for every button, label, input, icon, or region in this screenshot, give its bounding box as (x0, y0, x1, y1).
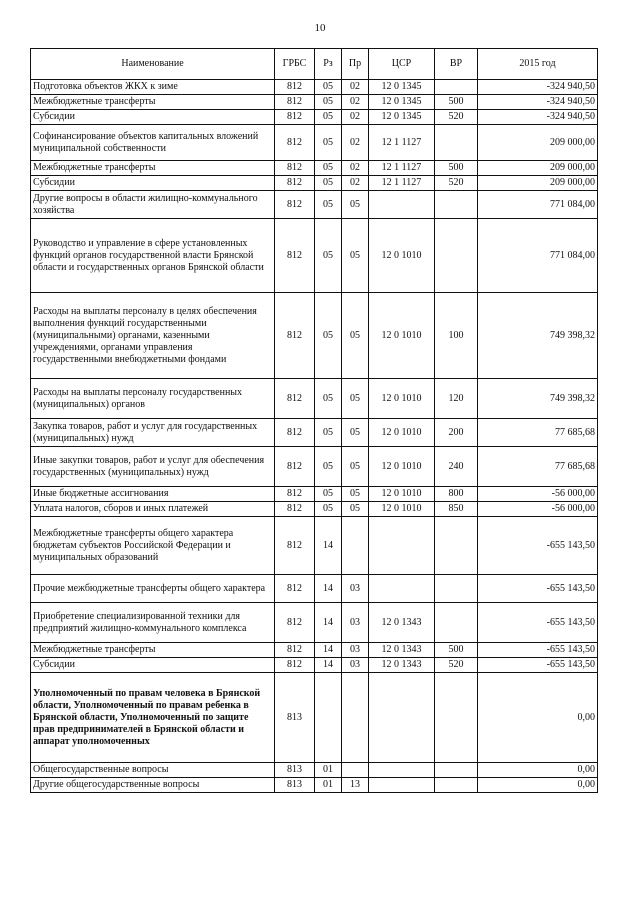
cell-pr: 05 (342, 219, 369, 293)
cell-grbs: 812 (275, 575, 315, 603)
cell-rz: 05 (315, 161, 342, 176)
cell-grbs: 812 (275, 643, 315, 658)
cell-vr (435, 603, 478, 643)
cell-pr: 02 (342, 125, 369, 161)
cell-csr (369, 191, 435, 219)
table-row (31, 293, 598, 379)
cell-rz: 05 (315, 125, 342, 161)
cell-vr (435, 191, 478, 219)
cell-csr: 12 0 1010 (369, 502, 435, 517)
cell-name: Межбюджетные трансферты (31, 643, 275, 658)
cell-rz: 05 (315, 219, 342, 293)
cell-name: Подготовка объектов ЖКХ к зиме (31, 80, 275, 95)
cell-amount: -56 000,00 (478, 487, 598, 502)
cell-name: Уполномоченный по правам человека в Брянской области, Уполномоченный по правам ребенка в Брянской области, Уполномоченный по защите прав предпринимателей в Брянской области и аппарат уполномоченных (31, 673, 275, 763)
cell-name: Субсидии (31, 176, 275, 191)
cell-vr (435, 517, 478, 575)
table-row (31, 110, 598, 125)
cell-csr: 12 0 1345 (369, 110, 435, 125)
cell-name: Руководство и управление в сфере установленных функций органов государственной власти Брянской области и государственных органов Брянской области (31, 219, 275, 293)
cell-amount: -655 143,50 (478, 575, 598, 603)
cell-name: Межбюджетные трансферты (31, 161, 275, 176)
cell-grbs: 812 (275, 176, 315, 191)
cell-name: Другие общегосударственные вопросы (31, 778, 275, 793)
cell-rz: 05 (315, 110, 342, 125)
cell-csr: 12 0 1343 (369, 603, 435, 643)
cell-csr: 12 0 1010 (369, 419, 435, 447)
cell-amount: -655 143,50 (478, 643, 598, 658)
cell-name: Уплата налогов, сборов и иных платежей (31, 502, 275, 517)
cell-grbs: 812 (275, 161, 315, 176)
cell-name: Субсидии (31, 658, 275, 673)
cell-rz: 05 (315, 293, 342, 379)
table-row (31, 778, 598, 793)
cell-name: Другие вопросы в области жилищно-коммунального хозяйства (31, 191, 275, 219)
cell-rz: 05 (315, 447, 342, 487)
table-row (31, 379, 598, 419)
cell-amount: 0,00 (478, 778, 598, 793)
table-row (31, 487, 598, 502)
cell-vr: 500 (435, 161, 478, 176)
cell-vr (435, 763, 478, 778)
table-row (31, 575, 598, 603)
cell-name: Иные закупки товаров, работ и услуг для обеспечения государственных (муниципальных) нужд (31, 447, 275, 487)
table-row (31, 161, 598, 176)
cell-pr: 03 (342, 658, 369, 673)
cell-rz: 14 (315, 658, 342, 673)
cell-grbs: 812 (275, 191, 315, 219)
cell-pr: 05 (342, 419, 369, 447)
cell-amount: -324 940,50 (478, 110, 598, 125)
cell-grbs: 812 (275, 502, 315, 517)
cell-name: Закупка товаров, работ и услуг для государственных (муниципальных) нужд (31, 419, 275, 447)
cell-pr: 05 (342, 379, 369, 419)
cell-grbs: 813 (275, 673, 315, 763)
table-row (31, 502, 598, 517)
cell-rz: 14 (315, 517, 342, 575)
cell-csr: 12 0 1343 (369, 643, 435, 658)
cell-grbs: 813 (275, 778, 315, 793)
cell-amount: -655 143,50 (478, 603, 598, 643)
cell-csr (369, 517, 435, 575)
cell-csr: 12 0 1010 (369, 447, 435, 487)
table-header-row (31, 49, 598, 80)
cell-pr: 02 (342, 176, 369, 191)
cell-rz: 14 (315, 603, 342, 643)
cell-vr: 100 (435, 293, 478, 379)
cell-grbs: 812 (275, 603, 315, 643)
cell-vr (435, 673, 478, 763)
cell-grbs: 812 (275, 110, 315, 125)
cell-name: Прочие межбюджетные трансферты общего характера (31, 575, 275, 603)
table-row (31, 95, 598, 110)
header-grbs: ГРБС (275, 49, 315, 80)
cell-rz: 01 (315, 763, 342, 778)
cell-vr: 850 (435, 502, 478, 517)
cell-grbs: 812 (275, 447, 315, 487)
cell-csr: 12 0 1345 (369, 80, 435, 95)
cell-csr: 12 0 1010 (369, 487, 435, 502)
cell-name: Иные бюджетные ассигнования (31, 487, 275, 502)
header-name: Наименование (31, 49, 275, 80)
cell-amount: 749 398,32 (478, 293, 598, 379)
cell-csr: 12 0 1010 (369, 379, 435, 419)
cell-amount: -56 000,00 (478, 502, 598, 517)
cell-csr (369, 763, 435, 778)
cell-grbs: 812 (275, 487, 315, 502)
table-row (31, 176, 598, 191)
cell-rz: 14 (315, 575, 342, 603)
cell-vr: 520 (435, 658, 478, 673)
cell-pr: 02 (342, 110, 369, 125)
cell-grbs: 812 (275, 379, 315, 419)
cell-vr: 120 (435, 379, 478, 419)
cell-vr: 200 (435, 419, 478, 447)
table-row (31, 517, 598, 575)
cell-amount: -655 143,50 (478, 517, 598, 575)
cell-name: Межбюджетные трансферты общего характера бюджетам субъектов Российской Федерации и муниципальных образований (31, 517, 275, 575)
cell-grbs: 812 (275, 219, 315, 293)
table-row (31, 80, 598, 95)
cell-amount: 209 000,00 (478, 176, 598, 191)
table-row (31, 658, 598, 673)
cell-csr: 12 0 1345 (369, 95, 435, 110)
cell-pr: 05 (342, 447, 369, 487)
cell-pr: 03 (342, 575, 369, 603)
page-number: 10 (314, 22, 326, 34)
cell-amount: -324 940,50 (478, 80, 598, 95)
cell-rz: 05 (315, 95, 342, 110)
cell-vr: 500 (435, 643, 478, 658)
cell-vr: 520 (435, 176, 478, 191)
cell-rz: 05 (315, 176, 342, 191)
cell-grbs: 812 (275, 419, 315, 447)
cell-grbs: 812 (275, 80, 315, 95)
table-row (31, 191, 598, 219)
cell-vr (435, 125, 478, 161)
cell-amount: 0,00 (478, 763, 598, 778)
table-row (31, 219, 598, 293)
cell-csr: 12 0 1343 (369, 658, 435, 673)
cell-name: Расходы на выплаты персоналу государственных (муниципальных) органов (31, 379, 275, 419)
cell-pr: 02 (342, 161, 369, 176)
cell-grbs: 812 (275, 517, 315, 575)
cell-vr: 520 (435, 110, 478, 125)
table-row (31, 673, 598, 763)
cell-pr (342, 517, 369, 575)
cell-csr (369, 575, 435, 603)
cell-amount: 209 000,00 (478, 125, 598, 161)
cell-csr: 12 1 1127 (369, 125, 435, 161)
table-row (31, 447, 598, 487)
cell-amount: -324 940,50 (478, 95, 598, 110)
cell-vr: 800 (435, 487, 478, 502)
cell-pr: 13 (342, 778, 369, 793)
table-row (31, 763, 598, 778)
table-row (31, 419, 598, 447)
header-year: 2015 год (478, 49, 598, 80)
cell-amount: -655 143,50 (478, 658, 598, 673)
header-vr: ВР (435, 49, 478, 80)
cell-name: Софинансирование объектов капитальных вложений муниципальной собственности (31, 125, 275, 161)
cell-name: Приобретение специализированной техники для предприятий жилищно-коммунального комплекса (31, 603, 275, 643)
cell-vr (435, 80, 478, 95)
cell-csr: 12 1 1127 (369, 176, 435, 191)
cell-csr (369, 673, 435, 763)
cell-rz: 05 (315, 502, 342, 517)
table-row (31, 125, 598, 161)
cell-grbs: 812 (275, 293, 315, 379)
cell-name: Субсидии (31, 110, 275, 125)
cell-pr: 05 (342, 191, 369, 219)
header-rz: Рз (315, 49, 342, 80)
cell-rz: 05 (315, 80, 342, 95)
cell-csr: 12 0 1010 (369, 219, 435, 293)
cell-csr: 12 0 1010 (369, 293, 435, 379)
header-csr: ЦСР (369, 49, 435, 80)
cell-csr (369, 778, 435, 793)
cell-amount: 771 084,00 (478, 219, 598, 293)
cell-amount: 749 398,32 (478, 379, 598, 419)
cell-name: Расходы на выплаты персоналу в целях обеспечения выполнения функций государственными (муниципальными) органами, казенными учреждениями, органами управления государственными внебюджетными фондами (31, 293, 275, 379)
cell-vr: 240 (435, 447, 478, 487)
cell-amount: 771 084,00 (478, 191, 598, 219)
cell-pr (342, 673, 369, 763)
cell-pr: 03 (342, 603, 369, 643)
cell-name: Межбюджетные трансферты (31, 95, 275, 110)
table-row (31, 643, 598, 658)
cell-pr (342, 763, 369, 778)
table-row (31, 603, 598, 643)
cell-amount: 77 685,68 (478, 447, 598, 487)
cell-rz: 05 (315, 379, 342, 419)
cell-grbs: 812 (275, 658, 315, 673)
cell-grbs: 812 (275, 125, 315, 161)
cell-rz (315, 673, 342, 763)
cell-pr: 05 (342, 293, 369, 379)
cell-rz: 05 (315, 487, 342, 502)
cell-rz: 14 (315, 643, 342, 658)
cell-name: Общегосударственные вопросы (31, 763, 275, 778)
cell-amount: 209 000,00 (478, 161, 598, 176)
cell-rz: 05 (315, 191, 342, 219)
cell-vr: 500 (435, 95, 478, 110)
cell-pr: 02 (342, 80, 369, 95)
cell-pr: 03 (342, 643, 369, 658)
budget-table (30, 48, 598, 793)
cell-pr: 02 (342, 95, 369, 110)
header-pr: Пр (342, 49, 369, 80)
cell-rz: 05 (315, 419, 342, 447)
cell-pr: 05 (342, 502, 369, 517)
cell-grbs: 813 (275, 763, 315, 778)
cell-vr (435, 778, 478, 793)
cell-vr (435, 219, 478, 293)
cell-rz: 01 (315, 778, 342, 793)
table-body (31, 80, 598, 793)
cell-pr: 05 (342, 487, 369, 502)
cell-amount: 0,00 (478, 673, 598, 763)
cell-csr: 12 1 1127 (369, 161, 435, 176)
cell-vr (435, 575, 478, 603)
cell-amount: 77 685,68 (478, 419, 598, 447)
cell-grbs: 812 (275, 95, 315, 110)
